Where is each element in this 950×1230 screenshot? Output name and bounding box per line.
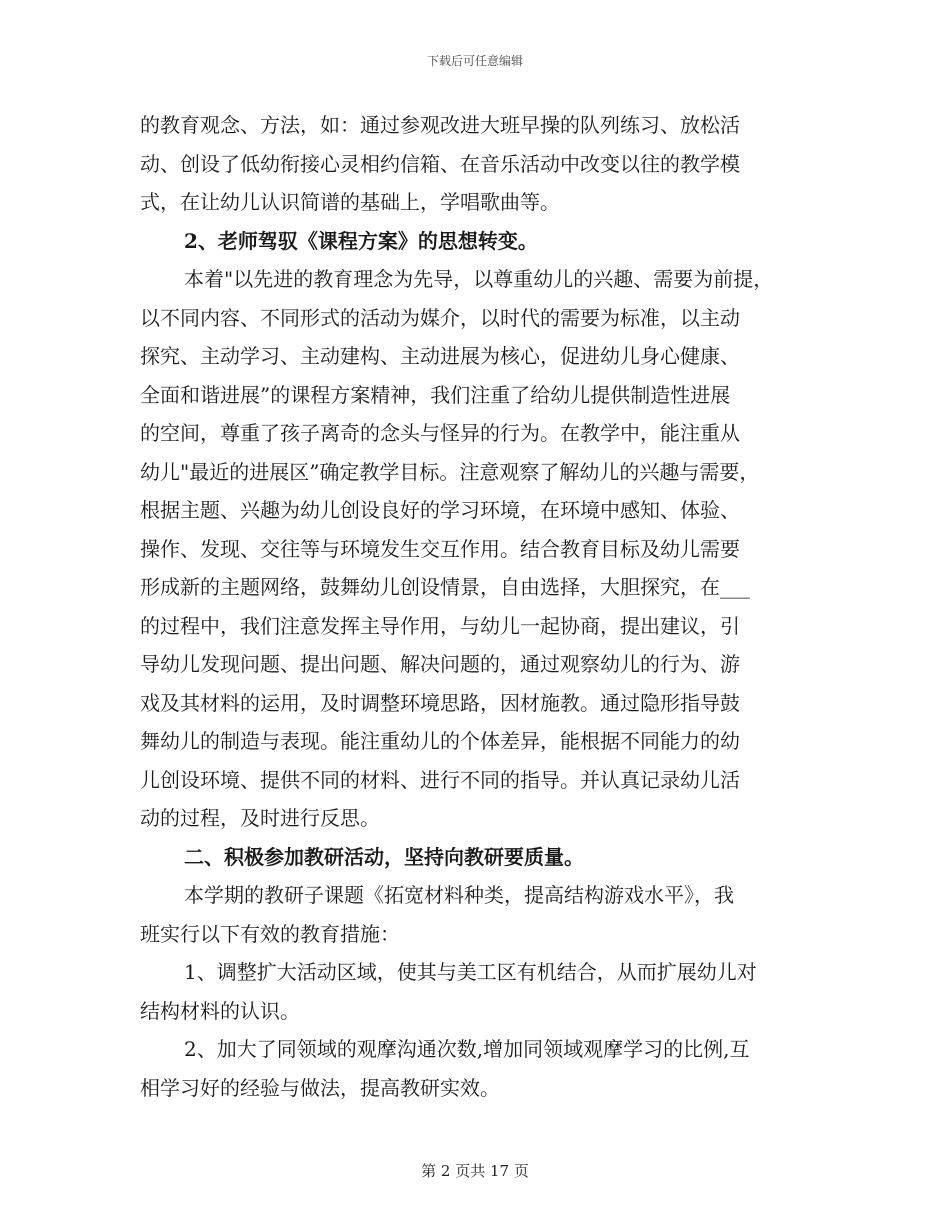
body-line: 本学期的教研子课题《拓宽材料种类，提高结构游戏水平》，我 xyxy=(184,883,734,907)
body-line: 导幼儿发现问题、提出问题、解决问题的，通过观察幼儿的行为、游 xyxy=(140,652,740,676)
section-heading: 二、积极参加教研活动，坚持向教研要质量。 xyxy=(184,844,584,869)
body-line: 本着"以先进的教育理念为先导，以尊重幼儿的兴趣、需要为前提， xyxy=(184,267,774,291)
body-line: 动的过程，及时进行反思。 xyxy=(140,806,380,830)
body-line: 的空间，尊重了孩子离奇的念头与怪异的行为。在教学中，能注重从 xyxy=(140,421,740,445)
body-line: 的教育观念、方法，如：通过参观改进大班早操的队列练习、放松活 xyxy=(140,113,740,137)
body-line: 结构材料的认识。 xyxy=(140,998,300,1023)
page-footer: 第 2 页共 17 页 xyxy=(421,1162,529,1180)
body-line: 班实行以下有效的教育措施： xyxy=(140,921,400,946)
body-line: 根据主题、兴趣为幼儿创设良好的学习环境，在环境中感知、体验、 xyxy=(140,498,740,522)
body-line: 以不同内容、不同形式的活动为媒介，以时代的需要为标准，以主动 xyxy=(140,305,740,330)
body-line: 儿创设环境、提供不同的材料、进行不同的指导。并认真记录幼儿活 xyxy=(140,767,740,792)
body-line: 形成新的主题网络，鼓舞幼儿创设情景，自由选择，大胆探究，在___ xyxy=(140,575,750,599)
body-line: 式，在让幼儿认识简谱的基础上，学唱歌曲等。 xyxy=(140,190,560,214)
body-line: 幼儿"最近的进展区”确定教学目标。注意观察了解幼儿的兴趣与需要， xyxy=(140,459,760,484)
body-line: 操作、发现、交往等与环境发生交互作用。结合教育目标及幼儿需要 xyxy=(140,536,740,561)
body-line: 戏及其材料的运用，及时调整环境思路，因材施教。通过隐形指导鼓 xyxy=(140,690,740,715)
body-line: 1、调整扩大活动区域，使其与美工区有机结合，从而扩展幼儿对 xyxy=(184,960,757,984)
page-header: 下载后可任意编辑 xyxy=(426,54,523,68)
body-line: 舞幼儿的制造与表现。能注重幼儿的个体差异，能根据不同能力的幼 xyxy=(140,729,740,753)
document-body xyxy=(140,106,830,1107)
body-line: 2、加大了同领域的观摩沟通次数,增加同领域观摩学习的比例,互 xyxy=(184,1037,750,1061)
body-line: 探究、主动学习、主动建构、主动进展为核心，促进幼儿身心健康、 xyxy=(140,344,740,368)
body-line: 相学习好的经验与做法，提高教研实效。 xyxy=(140,1075,500,1100)
body-line: 的过程中，我们注意发挥主导作用，与幼儿一起协商，提出建议，引 xyxy=(140,613,740,638)
body-line: 全面和谐进展”的课程方案精神，我们注重了给幼儿提供制造性进展 xyxy=(140,382,731,407)
section-heading: 2、老师驾驭《课程方案》的思想转变。 xyxy=(184,228,538,253)
body-line: 动、创设了低幼衔接心灵相约信箱、在音乐活动中改变以往的教学模 xyxy=(140,151,740,176)
